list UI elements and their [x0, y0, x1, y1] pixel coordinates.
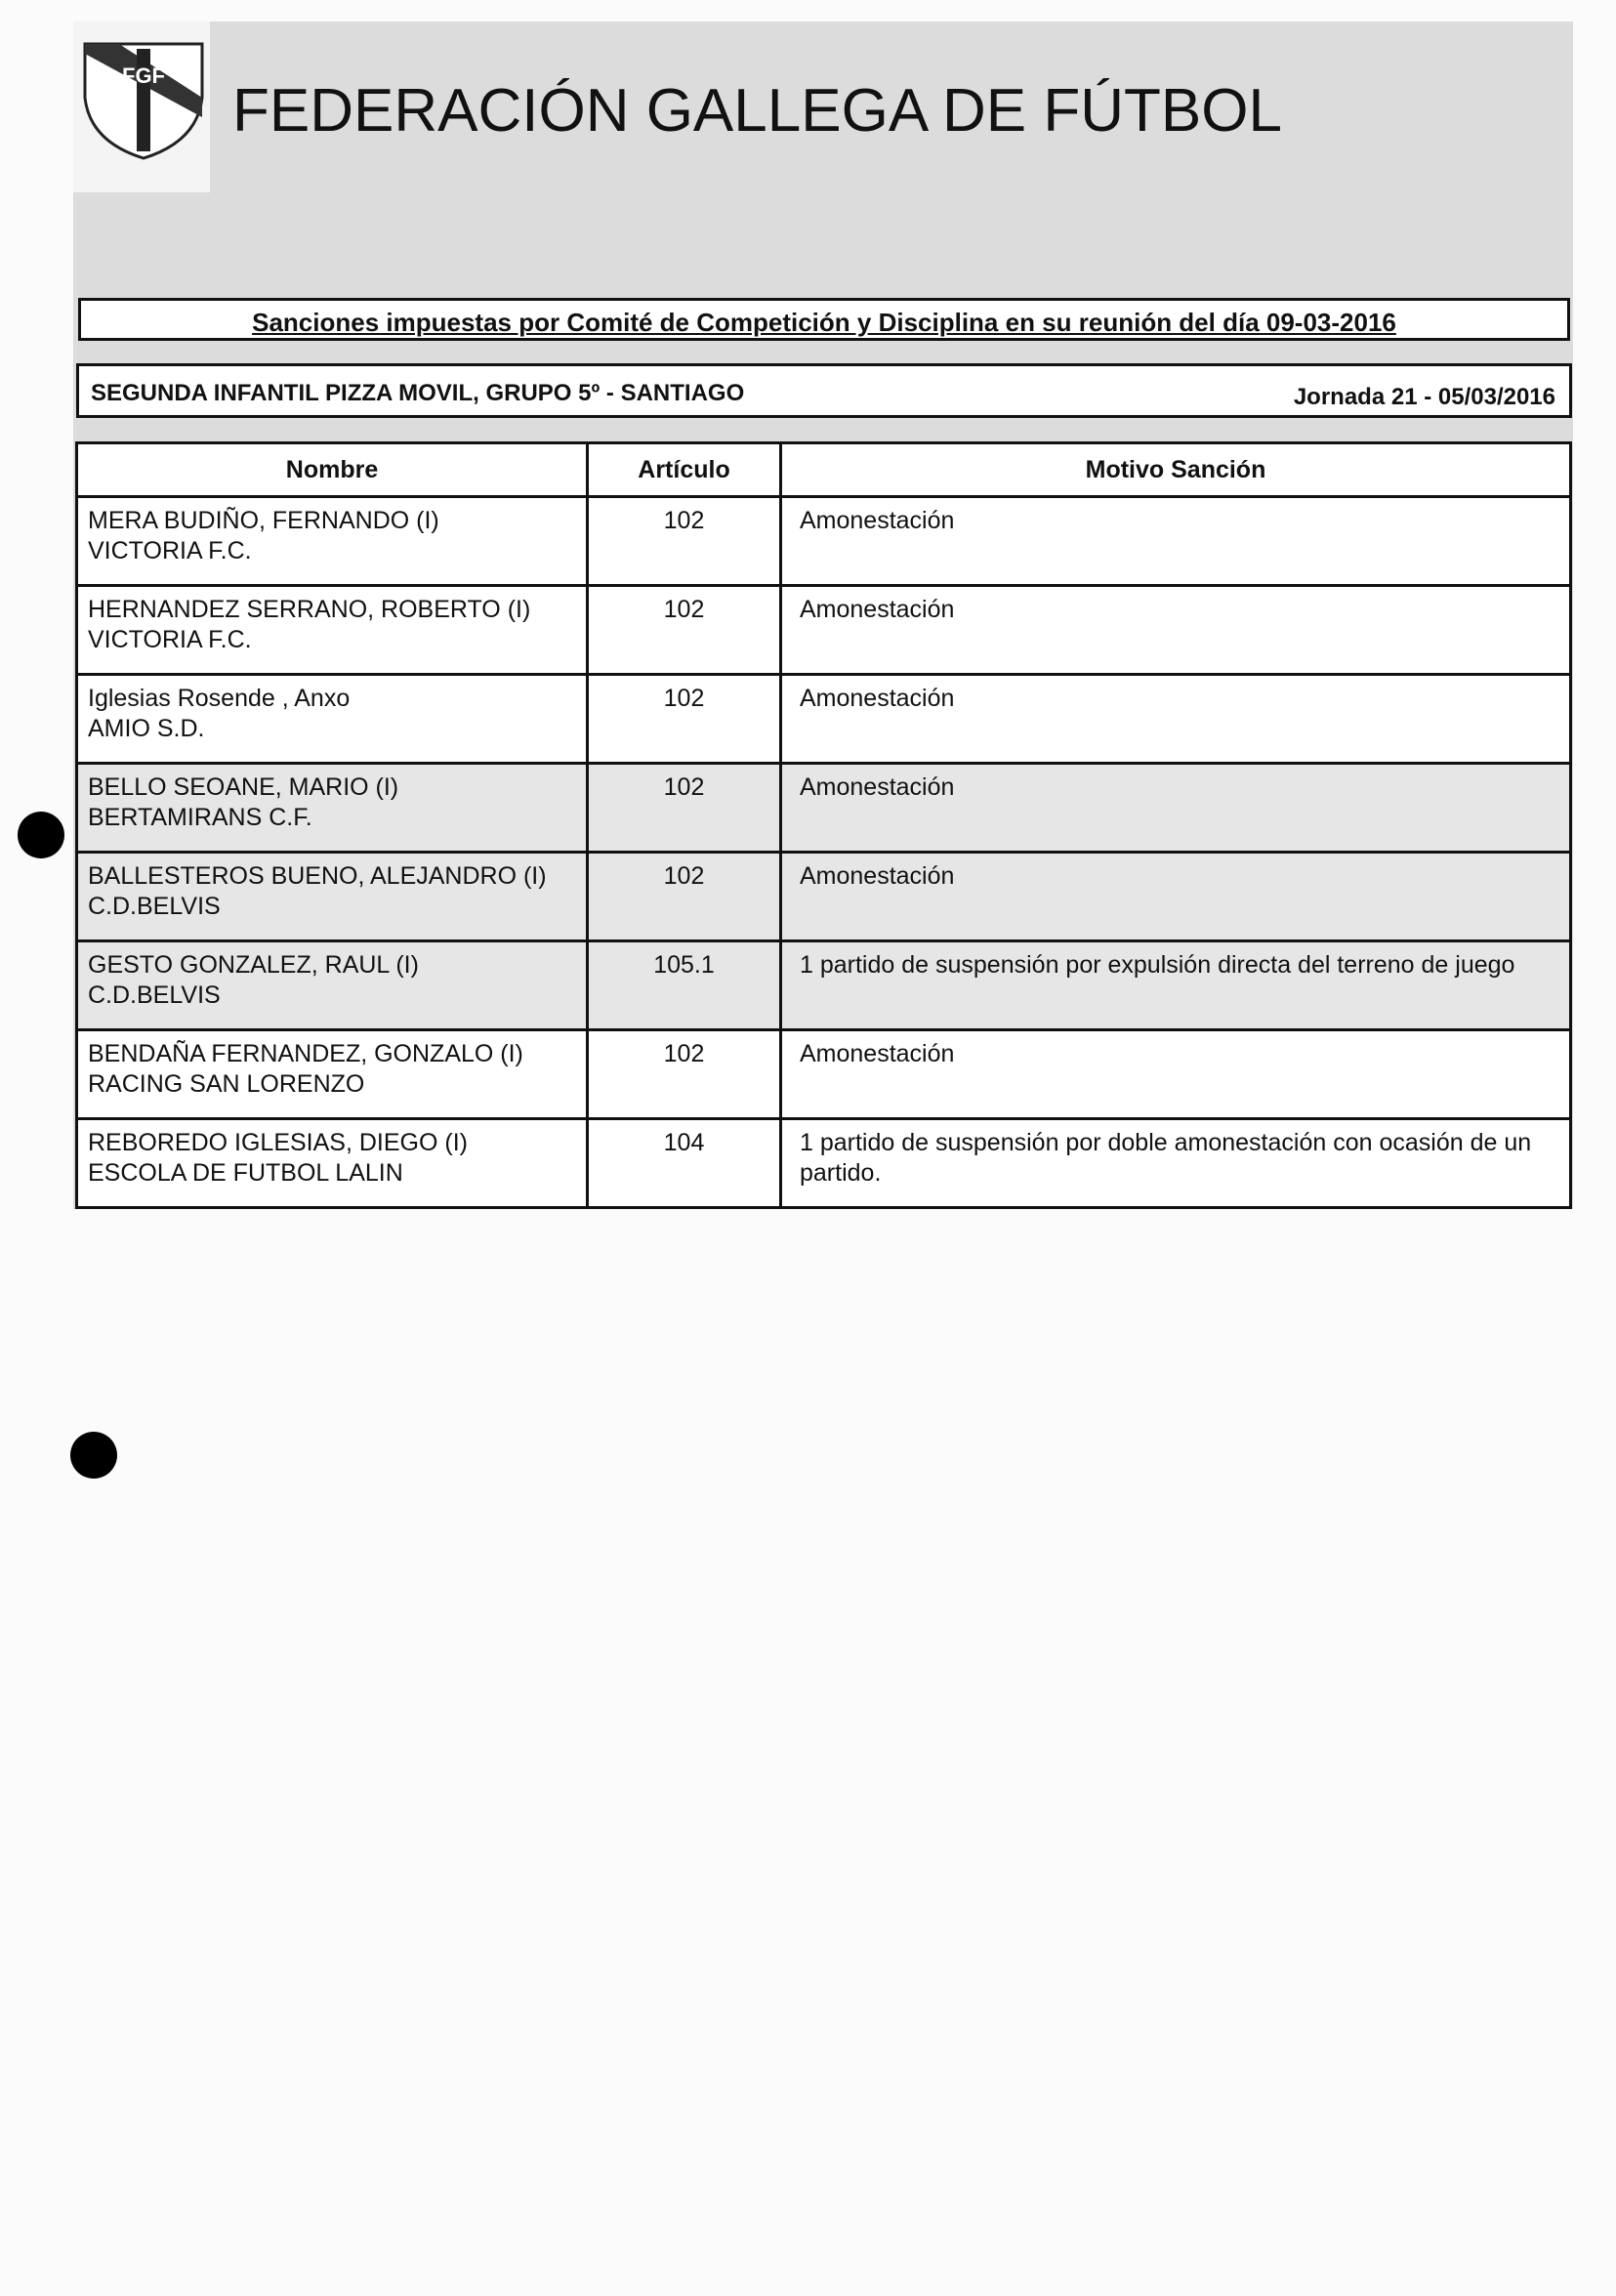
club-name: C.D.BELVIS	[88, 981, 221, 1009]
articulo-cell: 104	[588, 1119, 781, 1208]
motivo-cell: 1 partido de suspensión por expulsión directa del terreno de juego	[781, 941, 1571, 1030]
table-header	[77, 443, 1571, 497]
competition-box	[76, 363, 1572, 418]
club-name: VICTORIA F.C.	[88, 537, 252, 564]
articulo-cell: 102	[588, 853, 781, 941]
motivo-cell: Amonestación	[781, 675, 1571, 764]
nombre-cell	[77, 1119, 588, 1208]
player-name: BELLO SEOANE, MARIO (I)	[88, 773, 399, 801]
nombre-cell	[77, 497, 588, 586]
table-row	[77, 675, 1571, 764]
table-row	[77, 941, 1571, 1030]
club-name: RACING SAN LORENZO	[88, 1070, 365, 1098]
sanctions-title-box	[78, 298, 1570, 341]
table-row	[77, 497, 1571, 586]
nombre-cell	[77, 764, 588, 853]
motivo-cell: 1 partido de suspensión por doble amonestación con ocasión de un partido.	[781, 1119, 1571, 1208]
player-name: REBOREDO IGLESIAS, DIEGO (I)	[88, 1129, 468, 1156]
club-name: C.D.BELVIS	[88, 893, 221, 920]
svg-text:FGF: FGF	[122, 63, 165, 88]
competition-name: SEGUNDA INFANTIL PIZZA MOVIL, GRUPO 5º - SANTIAGO	[91, 380, 745, 406]
sanctions-table	[75, 441, 1572, 1209]
nombre-cell	[77, 941, 588, 1030]
club-name: VICTORIA F.C.	[88, 626, 252, 653]
articulo-cell: 102	[588, 764, 781, 853]
nombre-cell	[77, 675, 588, 764]
motivo-cell: Amonestación	[781, 497, 1571, 586]
club-name: ESCOLA DE FUTBOL LALIN	[88, 1159, 403, 1187]
player-name: HERNANDEZ SERRANO, ROBERTO (I)	[88, 596, 531, 623]
table-row	[77, 1030, 1571, 1119]
table-row	[77, 1119, 1571, 1208]
articulo-cell: 105.1	[588, 941, 781, 1030]
punch-hole	[70, 1432, 117, 1479]
player-name: GESTO GONZALEZ, RAUL (I)	[88, 951, 419, 979]
motivo-cell: Amonestación	[781, 764, 1571, 853]
player-name: Iglesias Rosende , Anxo	[88, 685, 351, 712]
motivo-cell: Amonestación	[781, 586, 1571, 675]
nombre-cell	[77, 1030, 588, 1119]
organization-title: FEDERACIÓN GALLEGA DE FÚTBOL	[232, 77, 1282, 145]
federation-logo-icon	[80, 39, 207, 161]
nombre-cell	[77, 853, 588, 941]
sanctions-title: Sanciones impuestas por Comité de Competición y Disciplina en su reunión del día 09-03-2016	[252, 308, 1396, 337]
column-header-nombre: Nombre	[77, 443, 588, 497]
motivo-cell: Amonestación	[781, 853, 1571, 941]
articulo-cell: 102	[588, 497, 781, 586]
player-name: BALLESTEROS BUENO, ALEJANDRO (I)	[88, 862, 547, 890]
player-name: MERA BUDIÑO, FERNANDO (I)	[88, 507, 439, 534]
nombre-cell	[77, 586, 588, 675]
table-row	[77, 764, 1571, 853]
player-name: BENDAÑA FERNANDEZ, GONZALO (I)	[88, 1040, 523, 1067]
column-header-articulo: Artículo	[588, 443, 781, 497]
articulo-cell: 102	[588, 675, 781, 764]
table-row	[77, 853, 1571, 941]
column-header-motivo: Motivo Sanción	[781, 443, 1571, 497]
club-name: BERTAMIRANS C.F.	[88, 804, 312, 831]
jornada: Jornada 21 - 05/03/2016	[1293, 384, 1555, 410]
club-name: AMIO S.D.	[88, 715, 205, 742]
articulo-cell: 102	[588, 586, 781, 675]
articulo-cell: 102	[588, 1030, 781, 1119]
punch-hole	[18, 812, 64, 858]
table-row	[77, 586, 1571, 675]
motivo-cell: Amonestación	[781, 1030, 1571, 1119]
